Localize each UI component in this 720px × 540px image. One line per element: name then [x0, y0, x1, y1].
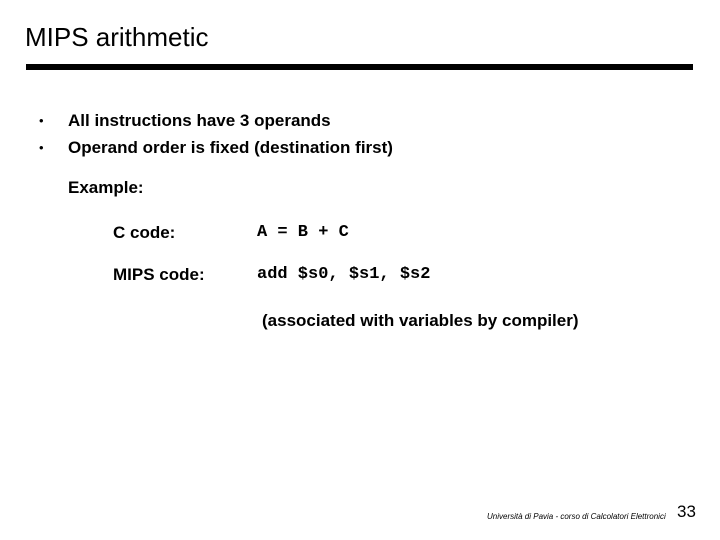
bullet-item — [0, 135, 720, 162]
page-number: 33 — [677, 502, 696, 521]
bullet-text: All instructions have 3 operands — [68, 111, 331, 130]
bullet-text: Operand order is fixed (destination first) — [68, 138, 393, 157]
example-label: Example: — [68, 178, 144, 197]
title-divider — [26, 64, 693, 70]
bullet-marker: • — [39, 140, 44, 155]
c-code-value: A = B + C — [257, 223, 349, 242]
slide-title: MIPS arithmetic — [25, 22, 209, 52]
bullet-marker: • — [39, 113, 44, 128]
mips-code-value: add $s0, $s1, $s2 — [257, 265, 431, 284]
c-code-label: C code: — [113, 223, 176, 242]
bullet-list — [0, 108, 720, 162]
footer-text: Università di Pavia - corso di Calcolatori Elettronici — [487, 512, 666, 521]
register-note: (associated with variables by compiler) — [262, 311, 579, 330]
mips-code-label: MIPS code: — [113, 265, 205, 284]
bullet-item — [0, 108, 720, 135]
